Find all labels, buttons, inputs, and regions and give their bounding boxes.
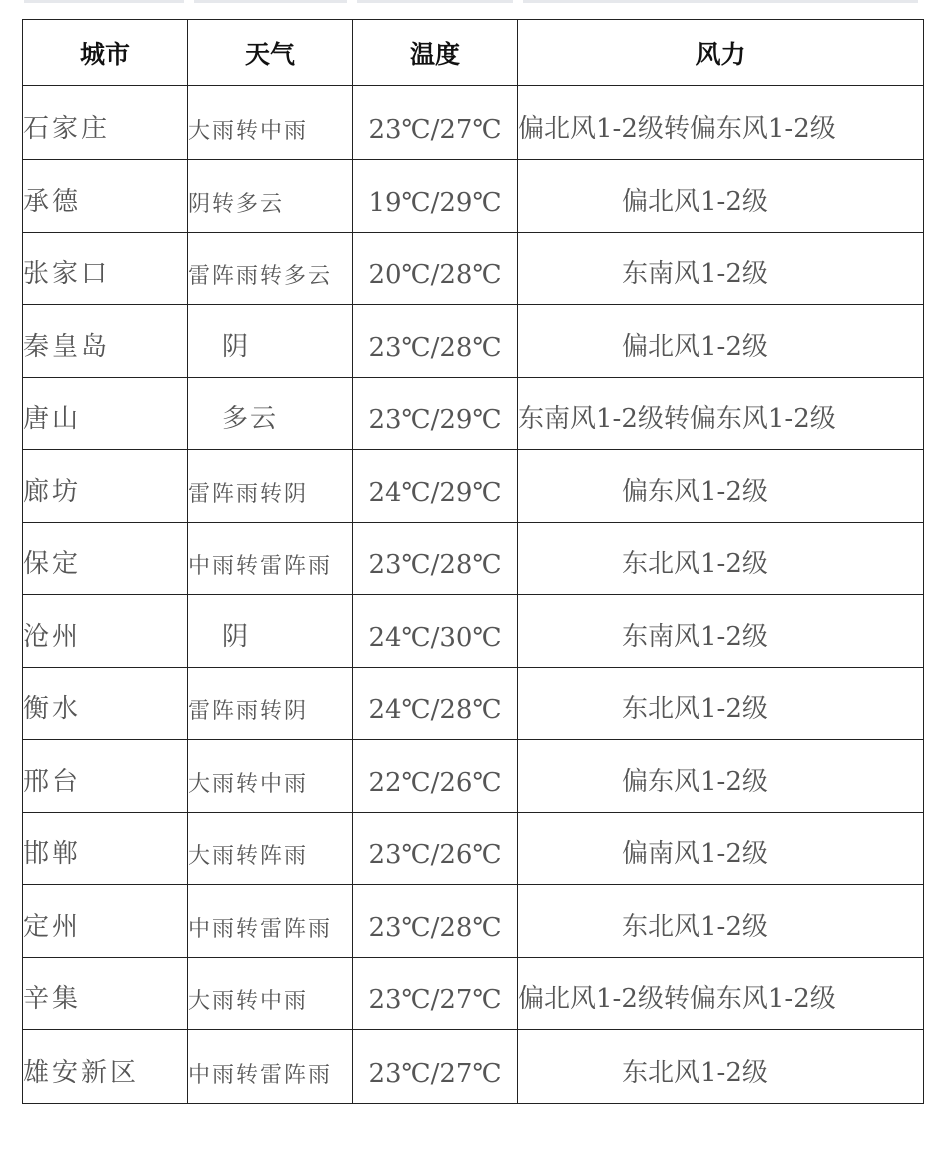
- wind-cell: 偏东风1-2级: [518, 450, 924, 523]
- weather-cell: 阴: [188, 305, 353, 378]
- table-header-row: [23, 20, 924, 86]
- city-cell: 邯郸: [23, 812, 188, 885]
- city-cell: 张家口: [23, 232, 188, 305]
- weather-cell: 中雨转雷阵雨: [188, 522, 353, 595]
- temperature-cell: 23℃/26℃: [353, 812, 518, 885]
- table-row: [23, 667, 924, 740]
- city-cell: 辛集: [23, 957, 188, 1030]
- top-divider-strip: [357, 0, 513, 3]
- table-row: [23, 160, 924, 233]
- temperature-cell: 23℃/27℃: [353, 86, 518, 160]
- weather-cell: 阴转多云: [188, 160, 353, 233]
- temperature-cell: 23℃/28℃: [353, 305, 518, 378]
- table-row: [23, 885, 924, 958]
- city-cell: 沧州: [23, 595, 188, 668]
- city-cell: 唐山: [23, 377, 188, 450]
- wind-cell: 东北风1-2级: [518, 1030, 924, 1104]
- header-wind: 风力: [518, 20, 924, 86]
- weather-forecast-table: [22, 19, 924, 1104]
- weather-cell: 大雨转中雨: [188, 86, 353, 160]
- temperature-cell: 24℃/29℃: [353, 450, 518, 523]
- wind-cell: 东北风1-2级: [518, 885, 924, 958]
- city-cell: 石家庄: [23, 86, 188, 160]
- city-cell: 承德: [23, 160, 188, 233]
- table-row: [23, 522, 924, 595]
- weather-cell: 阴: [188, 595, 353, 668]
- city-cell: 秦皇岛: [23, 305, 188, 378]
- wind-cell: 东南风1-2级转偏东风1-2级: [518, 377, 924, 450]
- temperature-cell: 19℃/29℃: [353, 160, 518, 233]
- weather-cell: 雷阵雨转阴: [188, 450, 353, 523]
- table-row: [23, 377, 924, 450]
- weather-cell: 中雨转雷阵雨: [188, 885, 353, 958]
- city-cell: 定州: [23, 885, 188, 958]
- table-row: [23, 812, 924, 885]
- city-cell: 廊坊: [23, 450, 188, 523]
- table-row: [23, 86, 924, 160]
- weather-cell: 多云: [188, 377, 353, 450]
- city-cell: 雄安新区: [23, 1030, 188, 1104]
- temperature-cell: 20℃/28℃: [353, 232, 518, 305]
- temperature-cell: 23℃/27℃: [353, 1030, 518, 1104]
- weather-cell: 雷阵雨转多云: [188, 232, 353, 305]
- table-row: [23, 1030, 924, 1104]
- table-row: [23, 232, 924, 305]
- top-divider-strip: [523, 0, 918, 3]
- temperature-cell: 24℃/30℃: [353, 595, 518, 668]
- wind-cell: 偏北风1-2级转偏东风1-2级: [518, 957, 924, 1030]
- wind-cell: 东北风1-2级: [518, 522, 924, 595]
- wind-cell: 偏东风1-2级: [518, 740, 924, 813]
- wind-cell: 东南风1-2级: [518, 232, 924, 305]
- temperature-cell: 23℃/29℃: [353, 377, 518, 450]
- top-divider-strip: [24, 0, 184, 3]
- wind-cell: 偏北风1-2级: [518, 160, 924, 233]
- temperature-cell: 24℃/28℃: [353, 667, 518, 740]
- table-row: [23, 305, 924, 378]
- city-cell: 保定: [23, 522, 188, 595]
- weather-cell: 大雨转中雨: [188, 957, 353, 1030]
- header-city: 城市: [23, 20, 188, 86]
- header-weather: 天气: [188, 20, 353, 86]
- table-row: [23, 957, 924, 1030]
- wind-cell: 东南风1-2级: [518, 595, 924, 668]
- city-cell: 衡水: [23, 667, 188, 740]
- weather-cell: 中雨转雷阵雨: [188, 1030, 353, 1104]
- city-cell: 邢台: [23, 740, 188, 813]
- temperature-cell: 22℃/26℃: [353, 740, 518, 813]
- temperature-cell: 23℃/28℃: [353, 885, 518, 958]
- weather-cell: 大雨转阵雨: [188, 812, 353, 885]
- wind-cell: 偏北风1-2级: [518, 305, 924, 378]
- temperature-cell: 23℃/27℃: [353, 957, 518, 1030]
- wind-cell: 偏北风1-2级转偏东风1-2级: [518, 86, 924, 160]
- table-row: [23, 740, 924, 813]
- table-row: [23, 450, 924, 523]
- table-row: [23, 595, 924, 668]
- weather-cell: 雷阵雨转阴: [188, 667, 353, 740]
- wind-cell: 东北风1-2级: [518, 667, 924, 740]
- header-temperature: 温度: [353, 20, 518, 86]
- weather-cell: 大雨转中雨: [188, 740, 353, 813]
- wind-cell: 偏南风1-2级: [518, 812, 924, 885]
- top-divider-strip: [194, 0, 347, 3]
- temperature-cell: 23℃/28℃: [353, 522, 518, 595]
